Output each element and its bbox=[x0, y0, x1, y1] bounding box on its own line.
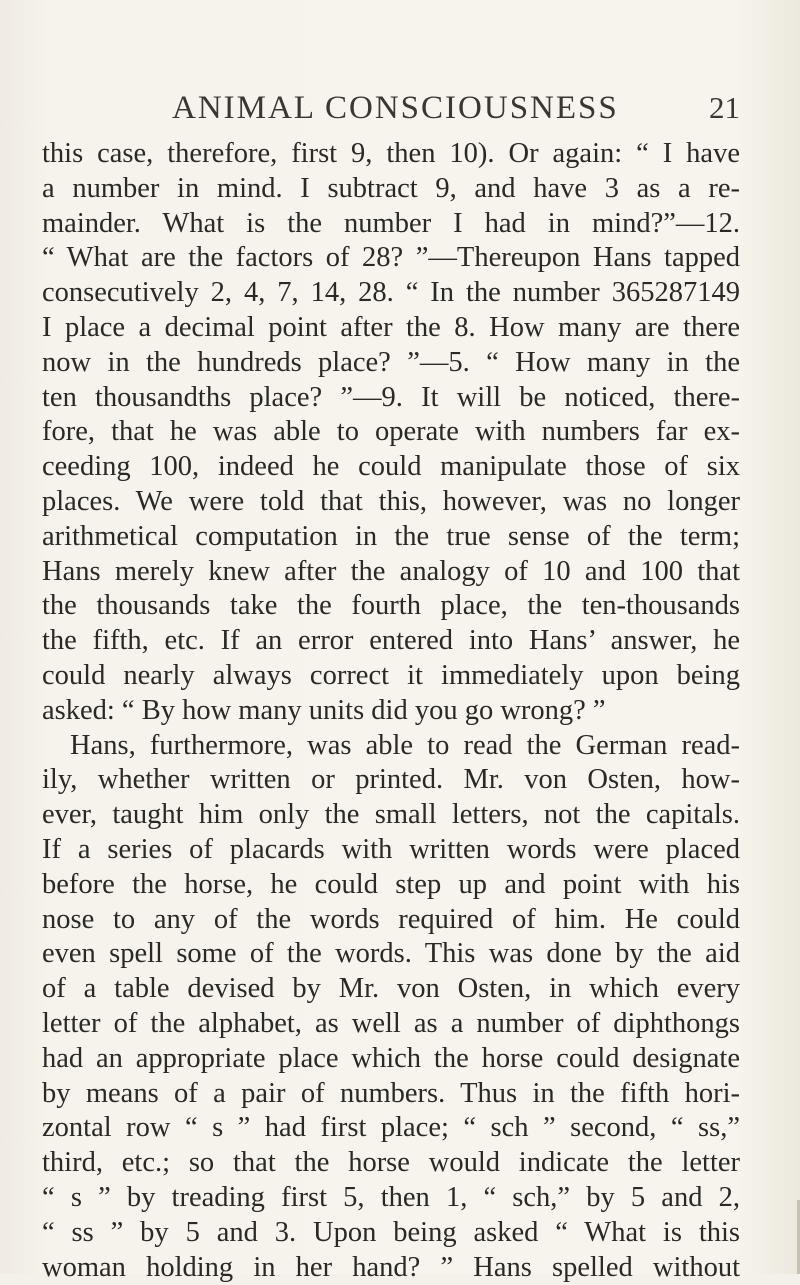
text-line: by means of a pair of numbers. Thus in the fifth hori- bbox=[42, 1077, 740, 1112]
text-line: Hans merely knew after the analogy of 10 and 100 that bbox=[42, 555, 740, 590]
text-line: “ ss ” by 5 and 3. Upon being asked “ What is this bbox=[42, 1216, 740, 1251]
text-line: this case, therefore, first 9, then 10). Or again: “ I have bbox=[42, 137, 740, 172]
text-line: before the horse, he could step up and point with his bbox=[42, 868, 740, 903]
text-line: Hans, furthermore, was able to read the German read- bbox=[42, 729, 740, 764]
text-line: If a series of placards with written words were placed bbox=[42, 833, 740, 868]
text-line: fore, that he was able to operate with numbers far ex- bbox=[42, 415, 740, 450]
text-line: a number in mind. I subtract 9, and have 3 as a re- bbox=[42, 172, 740, 207]
text-line: the thousands take the fourth place, the ten-thousands bbox=[42, 589, 740, 624]
text-line: nose to any of the words required of him. He could bbox=[42, 903, 740, 938]
text-line: mainder. What is the number I had in mind?”—12. bbox=[42, 207, 740, 242]
text-line: ily, whether written or printed. Mr. von Osten, how- bbox=[42, 763, 740, 798]
text-line: asked: “ By how many units did you go wrong? ” bbox=[42, 694, 740, 729]
text-line: even spell some of the words. This was done by the aid bbox=[42, 937, 740, 972]
text-line: I place a decimal point after the 8. How many are there bbox=[42, 311, 740, 346]
text-line: letter of the alphabet, as well as a number of diphthongs bbox=[42, 1007, 740, 1042]
text-line: “ s ” by treading first 5, then 1, “ sch,” by 5 and 2, bbox=[42, 1181, 740, 1216]
text-line: zontal row “ s ” had first place; “ sch ” second, “ ss,” bbox=[42, 1111, 740, 1146]
text-line: could nearly always correct it immediately upon being bbox=[42, 659, 740, 694]
text-line: ever, taught him only the small letters, not the capitals. bbox=[42, 798, 740, 833]
body-text bbox=[42, 137, 740, 1285]
text-line: places. We were told that this, however, was no longer bbox=[42, 485, 740, 520]
text-line: ceeding 100, indeed he could manipulate those of six bbox=[42, 450, 740, 485]
page-number: 21 bbox=[709, 90, 740, 126]
text-line: arithmetical computation in the true sense of the term; bbox=[42, 520, 740, 555]
text-line: consecutively 2, 4, 7, 14, 28. “ In the number 365287149 bbox=[42, 276, 740, 311]
text-line: now in the hundreds place? ”—5. “ How many in the bbox=[42, 346, 740, 381]
running-head bbox=[0, 90, 800, 130]
running-title: ANIMAL CONSCIOUSNESS bbox=[172, 90, 619, 127]
text-line: woman holding in her hand? ” Hans spelled without bbox=[42, 1251, 740, 1285]
text-line: the fifth, etc. If an error entered into Hans’ answer, he bbox=[42, 624, 740, 659]
text-line: of a table devised by Mr. von Osten, in which every bbox=[42, 972, 740, 1007]
text-line: had an appropriate place which the horse could designate bbox=[42, 1042, 740, 1077]
text-line: third, etc.; so that the horse would indicate the letter bbox=[42, 1146, 740, 1181]
text-line: ten thousandths place? ”—9. It will be noticed, there- bbox=[42, 381, 740, 416]
text-line: “ What are the factors of 28? ”—Thereupon Hans tapped bbox=[42, 241, 740, 276]
